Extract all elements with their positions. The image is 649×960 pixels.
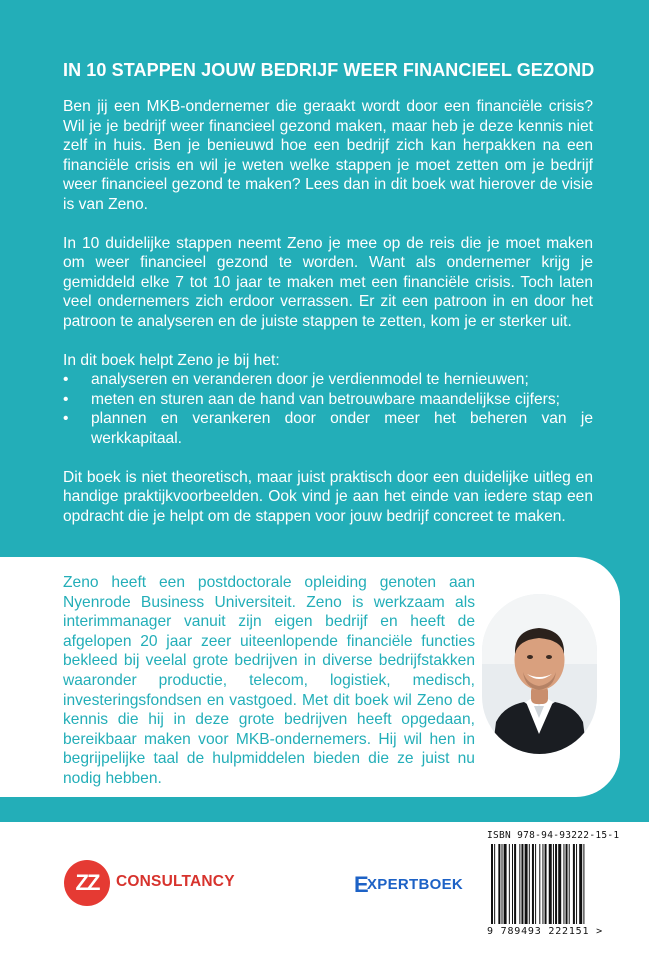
barcode-bar xyxy=(509,844,510,924)
barcode-bar xyxy=(558,844,561,924)
barcode-bar xyxy=(563,844,564,924)
barcode-bar xyxy=(573,844,575,924)
barcode-bar xyxy=(529,844,530,924)
expertboek-logo-e: E xyxy=(354,872,369,897)
list-intro: In dit boek helpt Zeno je bij het: xyxy=(63,351,280,369)
barcode-digits: 9 789493 222151 > xyxy=(487,926,603,937)
barcode-bars xyxy=(491,844,615,924)
barcode-bar xyxy=(542,844,543,924)
barcode-bar xyxy=(566,844,568,924)
barcode-bar xyxy=(491,844,493,924)
barcode-bar xyxy=(521,844,523,924)
barcode-bar xyxy=(525,844,528,924)
author-bio: Zeno heeft een postdoctorale opleiding genoten aan Nyenrode Business Universiteit. Zeno is werkzaam als interimmanager vanuit zijn eigen bedrijf en heeft de afgelopen 20 jaar zeer uiteenlopende financiële functies bekleed bij veelal grote bedrijven in diverse bedrijfstakken waaronder productie, telecom, logistiek, medisch, investeringsfondsen en vastgoed. Met dit boek wil Zeno de kennis die hij in deze grote bedrijven heeft opgedaan, bereikbaar maken voor MKB-ondernemers. Hij wil hen in begrijpelijke taal de hulpmiddelen bieden die ze juist nu nodig hebben. xyxy=(63,574,475,787)
list-item: • analyseren en veranderen door je verdienmodel te hernieuwen; xyxy=(63,370,593,390)
barcode-bar xyxy=(569,844,570,924)
barcode-bar xyxy=(555,844,557,924)
barcode-bar xyxy=(539,844,540,924)
bullet-list xyxy=(63,370,593,448)
paragraph-steps: In 10 duidelijke stappen neemt Zeno je mee op de reis die je moet maken om weer financieel gezond te worden. Want als ondernemer krijg je gemiddeld elke 7 tot 10 jaar te maken met een financiële crisis. Toch laten veel ondernemers zich erdoor verrassen. Er zit een patroon in en door het patroon te analyseren en de juiste stappen te zetten, kom je er sterker uit. xyxy=(63,234,593,330)
barcode-bar xyxy=(553,844,554,924)
paragraph-closing: Dit boek is niet theoretisch, maar juist praktisch door een duidelijke uitleg en handige praktijkvoorbeelden. Ook vind je aan het einde van iedere stap een opdracht die je helpt om de stappen voor jouw bedrijf concreet te maken. xyxy=(63,468,593,525)
list-item: • plannen en verankeren door onder meer het beheren van je werkkapitaal. xyxy=(63,409,593,448)
isbn-barcode xyxy=(487,830,632,942)
barcode-bar xyxy=(514,844,516,924)
barcode-bar xyxy=(512,844,513,924)
barcode-bar xyxy=(576,844,577,924)
barcode-bar xyxy=(502,844,503,924)
author-portrait-illustration xyxy=(482,594,597,754)
barcode-bar xyxy=(494,844,495,924)
barcode-bar xyxy=(545,844,547,924)
zz-consultancy-logo xyxy=(64,860,254,906)
list-item: • meten en sturen aan de hand van betrouwbare maandelijkse cijfers; xyxy=(63,390,593,410)
isbn-label: ISBN 978-94-93222-15-1 xyxy=(487,830,620,841)
back-cover-text xyxy=(63,60,593,545)
barcode-bar xyxy=(549,844,552,924)
barcode-bar xyxy=(583,844,584,924)
paragraph-intro: Ben jij een MKB-ondernemer die geraakt wordt door een financiële crisis? Wil je je bedrijf weer financieel gezond maken, maar heb je deze kennis niet zelf in huis. Ben je benieuwd hoe een bedrijf zich kan herpakken na een financiële crisis en wil je weten welke stappen je moet zetten om je bedrijf weer financieel gezond te maken? Lees dan in dit boek wat hierover de visie is van Zeno. xyxy=(63,98,593,213)
barcode-bar xyxy=(535,844,536,924)
barcode-bar xyxy=(579,844,582,924)
expertboek-logo xyxy=(354,870,484,900)
author-photo xyxy=(482,594,597,754)
expertboek-logo-name: XPERTBOEK xyxy=(367,876,464,893)
barcode-bar xyxy=(519,844,520,924)
barcode-bar xyxy=(498,844,500,924)
headline: IN 10 STAPPEN JOUW BEDRIJF WEER FINANCIEEL GEZOND xyxy=(63,60,595,80)
zz-logo-mark: ZZ xyxy=(64,860,110,906)
zz-logo-name: CONSULTANCY xyxy=(116,873,235,890)
barcode-bar xyxy=(504,844,507,924)
barcode-bar xyxy=(532,844,534,924)
